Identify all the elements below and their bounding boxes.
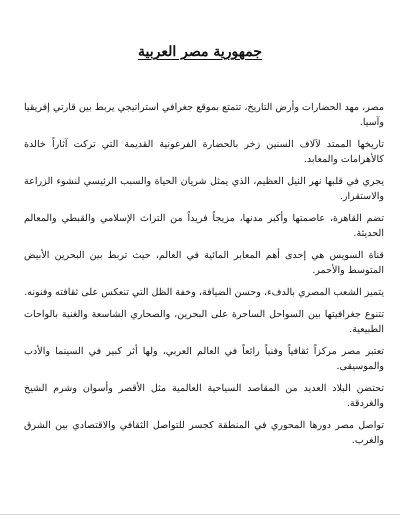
page-bottom-divider	[0, 514, 400, 515]
paragraph: تعتبر مصر مركزاً ثقافياً وفنياً رائعاً في العالم العربي، ولها أثر كبير في السينما والأدب والموسيقى.	[24, 346, 384, 372]
paragraph: تحتضن البلاد العديد من المقاصد السياحية العالمية مثل الأقصر وأسوان وشرم الشيخ والغردقة.	[24, 383, 384, 409]
paragraph: تاريخها الممتد لآلاف السنين زخر بالحضارة الفرعونية القديمة التي تركت آثاراً خالدة كالأهرامات والمعابد.	[24, 139, 384, 165]
paragraph: تواصل مصر دورها المحوري في المنطقة كجسر للتواصل الثقافي والاقتصادي بين الشرق والغرب.	[24, 420, 384, 446]
paragraph: يجري في قلبها نهر النيل العظيم، الذي يمثل شريان الحياة والسبب الرئيسي لنشوء الزراعة والاستقرار.	[24, 176, 384, 202]
paragraph: تتنوع جغرافيتها بين السواحل الساحرة على البحرين، والصحاري الشاسعة والغنية بالواحات الطبيعية.	[24, 309, 384, 335]
paragraph: تضم القاهرة، عاصمتها وأكبر مدنها، مزيجاً فريداً من التراث الإسلامي والقبطي والمعالم الحديثة.	[24, 213, 384, 239]
paragraph: يتميز الشعب المصري بالدفء، وحسن الضيافة، وخفة الظل التي تنعكس على ثقافته وفنونه.	[24, 287, 384, 298]
document-body	[24, 100, 384, 455]
document-title: جمهورية مصر العربية	[138, 44, 262, 60]
paragraph: قناة السويس هي إحدى أهم المعابر المائية في العالم، حيث تربط بين البحرين الأبيض المتوسط والأحمر.	[24, 250, 384, 276]
paragraph: مصر، مهد الحضارات وأرض التاريخ، تتمتع بموقع جغرافي استراتيجي يربط بين قارتي إفريقيا وآسيا.	[24, 102, 384, 128]
